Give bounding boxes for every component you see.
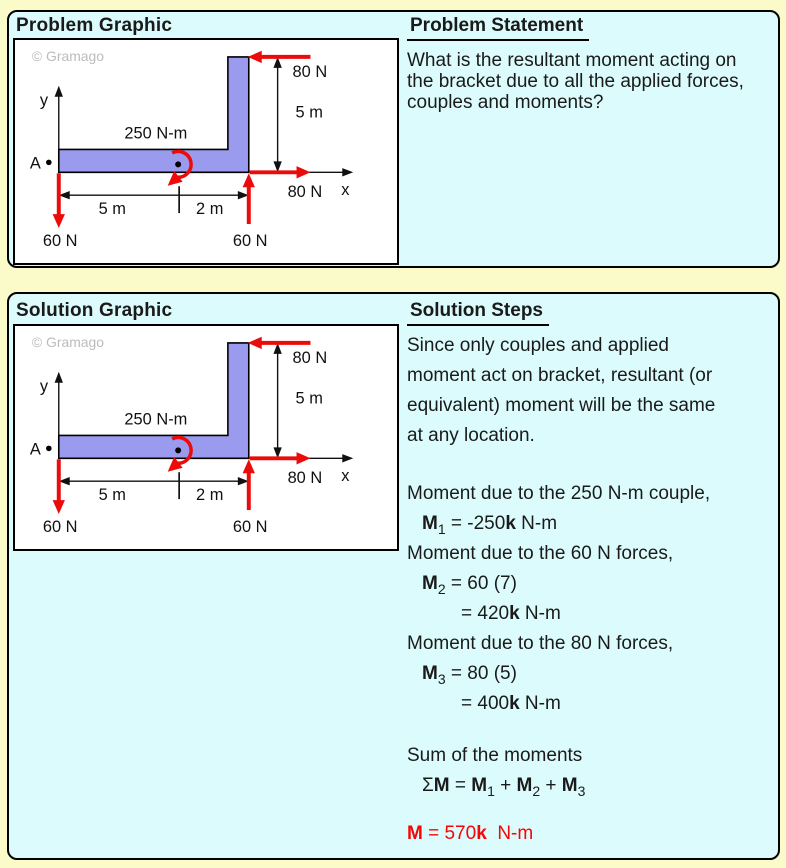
text-segment: = 60 (7)	[445, 573, 517, 594]
y-axis-label: y	[39, 91, 49, 110]
couple-center-dot	[175, 161, 181, 167]
text-segment: 3	[437, 671, 446, 687]
text-segment: M	[471, 775, 488, 796]
solution-line: Moment due to the 80 N forces,	[407, 633, 674, 654]
force-right-arrowhead-icon	[297, 452, 311, 464]
force-up-arrowhead-icon	[243, 459, 255, 473]
couple-value-label: 250 N-m	[124, 410, 188, 429]
solution-line	[407, 599, 715, 629]
force-right-label: 80 N	[287, 183, 323, 202]
text-segment: M	[433, 775, 450, 796]
point-a-label: A	[29, 440, 41, 459]
force-bottom-left-label: 60 N	[42, 231, 78, 250]
text-segment: 2	[437, 581, 446, 597]
force-down-arrowhead-icon	[53, 500, 65, 514]
text-segment: +	[540, 775, 562, 796]
x-axis-arrowhead-icon	[342, 168, 353, 176]
bracket-shape	[59, 57, 249, 172]
statement-line: couples and moments?	[407, 92, 604, 113]
x-axis-label: x	[341, 467, 350, 486]
solution-line: Moment due to the 60 N forces,	[407, 543, 674, 564]
force-bottom-right-label: 60 N	[232, 517, 268, 536]
text-segment: M	[561, 775, 578, 796]
text-segment: N-m	[519, 693, 561, 714]
text-segment: k	[509, 693, 520, 714]
force-top-arrowhead-icon	[248, 337, 262, 349]
text-segment: M	[422, 513, 438, 534]
force-up-arrowhead-icon	[243, 173, 255, 187]
bracket-shape	[59, 343, 249, 458]
solution-line	[407, 689, 715, 719]
problem-graphic-title: Problem Graphic	[16, 15, 173, 36]
text-segment: = 400	[461, 693, 510, 714]
force-bottom-left-label: 60 N	[42, 517, 78, 536]
solution-line: moment act on bracket, resultant (or	[407, 365, 713, 386]
y-axis-arrowhead-icon	[55, 86, 63, 97]
text-segment: M	[516, 775, 533, 796]
text-segment: +	[494, 775, 517, 796]
force-top-arrowhead-icon	[248, 51, 262, 63]
solution-line	[407, 801, 715, 819]
text-segment: N-m	[486, 823, 534, 844]
solution-line	[407, 819, 715, 849]
solution-panel	[7, 292, 780, 860]
couple-value-label: 250 N-m	[124, 124, 188, 143]
bracket-diagram	[15, 326, 397, 549]
dim-left-label: 5 m	[98, 200, 126, 219]
text-segment: = -250	[445, 513, 506, 534]
force-down-arrowhead-icon	[53, 214, 65, 228]
y-axis-label: y	[39, 377, 49, 396]
watermark-label: © Gramago	[31, 333, 104, 350]
point-a-label: A	[29, 154, 41, 173]
solution-steps-title: Solution Steps	[407, 300, 549, 326]
solution-graphic-box	[13, 324, 399, 551]
force-top-label: 80 N	[292, 62, 328, 81]
point-a-dot	[46, 160, 52, 166]
text-segment: Σ	[422, 775, 434, 796]
solution-graphic-title: Solution Graphic	[16, 300, 173, 321]
x-axis-label: x	[341, 181, 350, 200]
solution-line	[407, 771, 715, 801]
solution-line: equivalent) moment will be the same	[407, 395, 716, 416]
text-segment: k	[505, 513, 516, 534]
solution-line: Moment due to the 250 N-m couple,	[407, 483, 711, 504]
problem-panel	[7, 10, 780, 268]
text-segment: =	[449, 775, 472, 796]
text-segment: N-m	[519, 603, 561, 624]
force-top-label: 80 N	[292, 348, 328, 367]
solution-line	[407, 659, 715, 689]
watermark-label: © Gramago	[31, 47, 104, 64]
text-segment: 1	[437, 521, 446, 537]
dim-height-label: 5 m	[295, 103, 323, 122]
text-segment: 1	[487, 783, 495, 799]
solution-line	[407, 569, 715, 599]
x-axis-arrowhead-icon	[342, 454, 353, 462]
problem-statement-title: Problem Statement	[407, 15, 589, 41]
text-segment: = 420	[461, 603, 510, 624]
text-segment: M	[422, 663, 438, 684]
solution-line: Since only couples and applied	[407, 335, 669, 356]
force-bottom-right-label: 60 N	[232, 231, 268, 250]
solution-line	[407, 451, 715, 479]
statement-line: What is the resultant moment acting on	[407, 50, 737, 71]
bracket-diagram	[15, 40, 397, 263]
force-right-arrowhead-icon	[297, 166, 311, 178]
solution-line	[407, 719, 715, 741]
couple-center-dot	[175, 447, 181, 453]
problem-graphic-box	[13, 38, 399, 265]
text-segment: N-m	[515, 513, 558, 534]
text-segment: = 80 (5)	[445, 663, 517, 684]
solution-steps-text	[407, 331, 715, 849]
text-segment: M	[407, 823, 423, 844]
dim-right-label: 2 m	[196, 200, 224, 219]
text-segment: k	[509, 603, 520, 624]
text-segment: 3	[577, 783, 586, 799]
solution-line: Sum of the moments	[407, 745, 583, 766]
problem-statement-text	[407, 50, 744, 113]
text-segment: = 570	[422, 823, 477, 844]
text-segment: k	[476, 823, 487, 844]
dim-right-label: 2 m	[196, 486, 224, 505]
y-axis-arrowhead-icon	[55, 372, 63, 383]
text-segment: M	[422, 573, 438, 594]
solution-line: at any location.	[407, 425, 535, 446]
text-segment: 2	[532, 783, 541, 799]
force-right-label: 80 N	[287, 469, 323, 488]
point-a-dot	[46, 446, 52, 452]
dim-height-label: 5 m	[295, 389, 323, 408]
solution-line	[407, 509, 715, 539]
statement-line: the bracket due to all the applied forces,	[407, 71, 744, 92]
dim-left-label: 5 m	[98, 486, 126, 505]
